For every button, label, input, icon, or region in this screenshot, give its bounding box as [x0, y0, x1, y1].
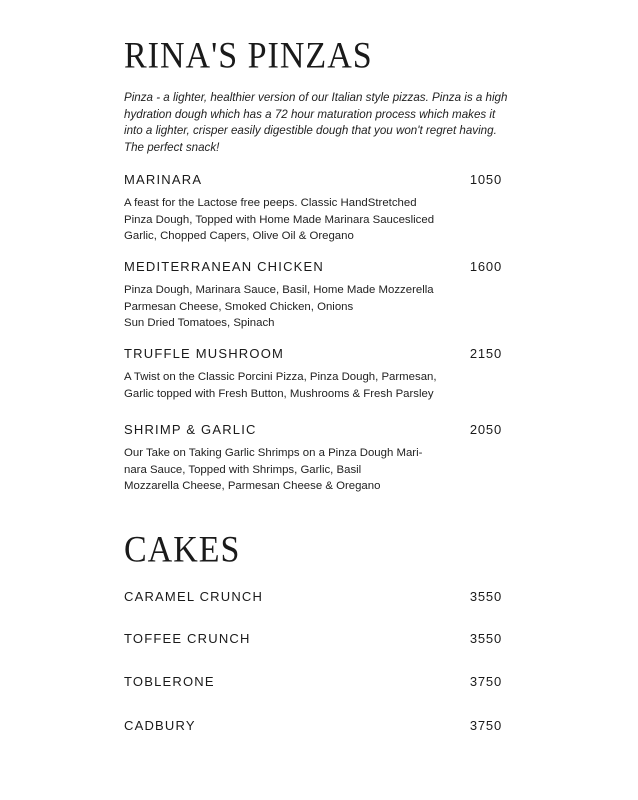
cake-item-toffee-crunch — [124, 631, 502, 646]
item-header — [124, 172, 502, 190]
menu-item-mediterranean-chicken — [124, 259, 502, 332]
cakes-title: CAKES — [124, 530, 241, 570]
description-line: Pinza Dough, Topped with Home Made Marinara Saucesliced — [124, 213, 435, 226]
cake-item-toblerone — [124, 674, 502, 689]
item-header — [124, 259, 502, 277]
item-name: MARINARA — [124, 172, 203, 187]
item-description — [124, 195, 502, 245]
item-name: TRUFFLE MUSHROOM — [124, 346, 285, 361]
pinzas-title: RINA'S PINZAS — [124, 36, 373, 76]
description-line: A feast for the Lactose free peeps. Classic HandStretched — [124, 197, 417, 209]
menu-item-truffle-mushroom — [124, 346, 502, 402]
description-line: Parmesan Cheese, Smoked Chicken, Onions — [124, 300, 354, 313]
item-name: CARAMEL CRUNCH — [124, 589, 264, 604]
menu-item-shrimp-garlic — [124, 422, 502, 495]
item-name: TOFFEE CRUNCH — [124, 631, 251, 646]
item-price: 3750 — [469, 718, 502, 733]
cake-item-caramel-crunch — [124, 589, 502, 604]
pinzas-intro: Pinza - a lighter, healthier version of our Italian style pizzas. Pinza is a high hydration dough which has a 72 hour maturation process which makes it into a lighter, crisper easily digestible dough that you won't regret having. The perfect snack! — [124, 91, 508, 154]
description-line: Garlic topped with Fresh Button, Mushrooms & Fresh Parsley — [124, 387, 434, 400]
menu-item-marinara — [124, 172, 502, 245]
item-name: SHRIMP & GARLIC — [124, 422, 257, 437]
item-price: 3550 — [469, 631, 502, 646]
description-line: Sun Dried Tomatoes, Spinach — [124, 317, 275, 329]
cake-item-cadbury — [124, 718, 502, 733]
item-name: CADBURY — [124, 718, 196, 733]
description-line: Mozzarella Cheese, Parmesan Cheese & Oregano — [124, 480, 381, 492]
item-name: MEDITERRANEAN CHICKEN — [124, 259, 324, 274]
item-price: 3550 — [469, 589, 502, 604]
item-price: 2050 — [469, 422, 502, 437]
description-line: Our Take on Taking Garlic Shrimps on a Pinza Dough Mari- — [124, 447, 423, 459]
item-price: 1050 — [469, 172, 502, 187]
description-line: Garlic, Chopped Capers, Olive Oil & Oregano — [124, 230, 354, 242]
description-line: A Twist on the Classic Porcini Pizza, Pinza Dough, Parmesan, — [124, 371, 437, 383]
item-header — [124, 346, 502, 364]
item-description — [124, 369, 502, 402]
item-description — [124, 282, 502, 332]
item-price: 1600 — [469, 259, 502, 274]
description-line: nara Sauce, Topped with Shrimps, Garlic, Basil — [124, 463, 362, 476]
item-name: TOBLERONE — [124, 674, 215, 689]
item-price: 2150 — [469, 346, 502, 361]
item-header — [124, 422, 502, 440]
description-line: Pinza Dough, Marinara Sauce, Basil, Home Made Mozzerella — [124, 284, 434, 296]
item-description — [124, 445, 502, 495]
item-price: 3750 — [469, 674, 502, 689]
